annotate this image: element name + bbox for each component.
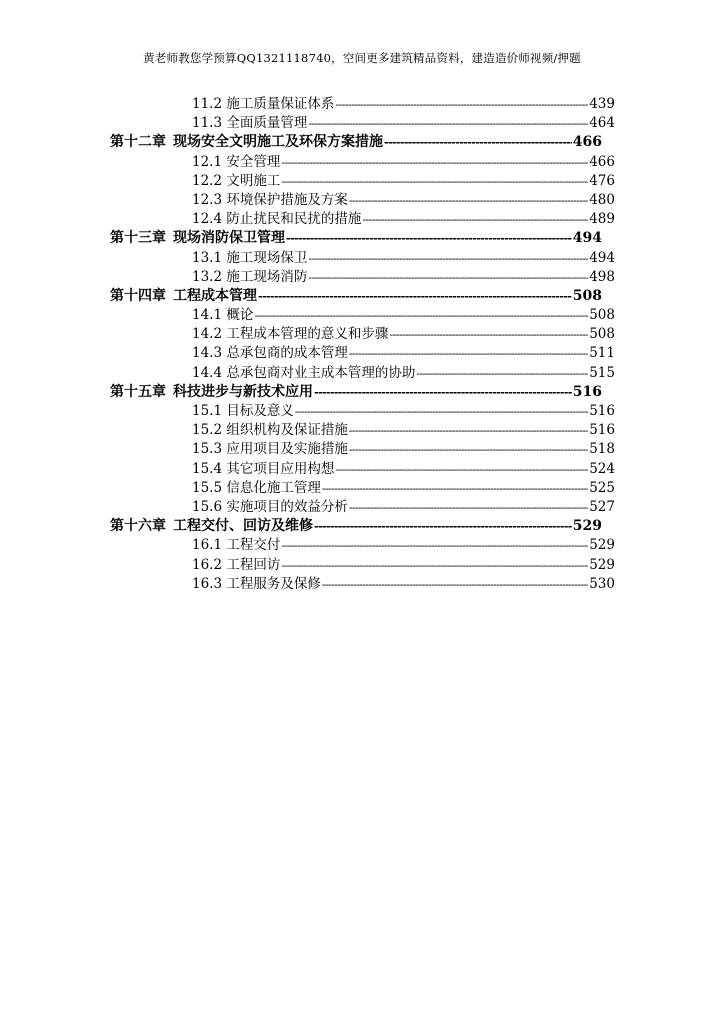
dot-leader xyxy=(416,364,588,383)
entry-title: 12.4 防止扰民和民扰的措施 xyxy=(192,211,362,228)
toc-section-entry xyxy=(192,479,615,498)
entry-title: 14.4 总承包商对业主成本管理的协助 xyxy=(192,364,416,381)
toc-section-entry xyxy=(192,95,615,114)
dot-leader xyxy=(384,133,572,152)
page-number: 464 xyxy=(589,115,615,132)
entry-title: 15.3 应用项目及实施措施 xyxy=(192,441,348,458)
chapter-label: 第十六章 xyxy=(110,518,166,535)
toc-section-entry xyxy=(192,114,615,133)
page-number: 530 xyxy=(589,575,615,592)
dot-leader xyxy=(286,229,572,248)
entry-title: 科技进步与新技术应用 xyxy=(173,383,313,400)
page-number: 494 xyxy=(572,230,602,247)
entry-title: 13.2 施工现场消防 xyxy=(192,268,308,285)
page-number: 518 xyxy=(589,441,615,458)
page-number: 515 xyxy=(589,364,615,381)
entry-title: 14.1 概论 xyxy=(192,307,254,324)
entry-title: 15.4 其它项目应用构想 xyxy=(192,460,335,477)
page-number: 516 xyxy=(572,383,602,400)
page-number: 529 xyxy=(589,537,615,554)
toc-chapter-entry xyxy=(110,229,602,248)
toc-section-entry xyxy=(192,536,615,555)
chapter-label: 第十二章 xyxy=(110,134,166,151)
toc-section-entry xyxy=(192,172,615,191)
page-number: 527 xyxy=(589,498,615,515)
dot-leader xyxy=(362,210,588,229)
toc-section-entry xyxy=(192,460,615,479)
page-number: 516 xyxy=(589,403,615,419)
chapter-label: 第十四章 xyxy=(110,287,166,304)
entry-title: 16.1 工程交付 xyxy=(192,537,281,554)
toc-section-entry xyxy=(192,210,615,229)
toc-section-entry xyxy=(192,268,615,287)
entry-title: 12.2 文明施工 xyxy=(192,172,281,189)
entry-title: 11.3 全面质量管理 xyxy=(192,115,308,132)
toc-section-entry xyxy=(192,249,615,268)
entry-title: 12.3 环境保护措施及方案 xyxy=(192,191,348,208)
page-number: 494 xyxy=(589,249,615,266)
dot-leader xyxy=(335,95,588,114)
dot-leader xyxy=(389,325,588,344)
dot-leader xyxy=(349,421,588,440)
toc-chapter-entry xyxy=(110,517,602,536)
dot-leader xyxy=(281,556,588,575)
page-number: 498 xyxy=(589,268,615,285)
dot-leader xyxy=(314,517,572,536)
toc-section-entry xyxy=(192,498,615,517)
dot-leader xyxy=(295,402,588,421)
toc-section-entry xyxy=(192,364,615,383)
page-number: 466 xyxy=(589,153,615,170)
entry-title: 16.3 工程服务及保修 xyxy=(192,575,321,592)
entry-title: 11.2 施工质量保证体系 xyxy=(192,96,335,112)
toc-section-entry xyxy=(192,402,615,421)
page-number: 489 xyxy=(589,211,615,228)
page-number: 524 xyxy=(589,460,615,477)
page-number: 525 xyxy=(589,479,615,496)
dot-leader xyxy=(254,306,588,325)
entry-title: 工程成本管理 xyxy=(173,287,257,304)
entry-title: 12.1 安全管理 xyxy=(192,153,281,170)
toc-section-entry xyxy=(192,575,615,594)
page-number: 508 xyxy=(589,307,615,324)
dot-leader xyxy=(308,249,588,268)
toc-section-entry xyxy=(192,325,615,344)
dot-leader xyxy=(322,479,588,498)
entry-title: 14.3 总承包商的成本管理 xyxy=(192,345,348,362)
toc-section-entry xyxy=(192,556,615,575)
toc-chapter-entry xyxy=(110,133,602,152)
dot-leader xyxy=(281,536,588,555)
dot-leader xyxy=(349,191,588,210)
page-number: 529 xyxy=(589,556,615,573)
dot-leader xyxy=(349,344,588,363)
chapter-label: 第十三章 xyxy=(110,230,166,247)
entry-title: 现场消防保卫管理 xyxy=(173,230,285,247)
dot-leader xyxy=(308,268,588,287)
toc-section-entry xyxy=(192,153,615,172)
dot-leader xyxy=(349,498,588,517)
dot-leader xyxy=(281,172,588,191)
page-number: 508 xyxy=(589,326,615,343)
entry-title: 13.1 施工现场保卫 xyxy=(192,249,308,266)
toc-section-entry xyxy=(192,306,615,325)
page-number: 516 xyxy=(589,422,615,439)
entry-title: 现场安全文明施工及环保方案措施 xyxy=(173,134,383,151)
toc-section-entry xyxy=(192,421,615,440)
table-of-contents xyxy=(110,95,615,594)
page-number: 466 xyxy=(572,134,602,151)
toc-chapter-entry xyxy=(110,383,602,402)
page-number: 480 xyxy=(589,191,615,208)
dot-leader xyxy=(308,114,588,133)
page-number: 511 xyxy=(589,345,615,362)
page-header: 黄老师教您学预算QQ1321118740，空间更多建筑精品资料，建造造价师视频/押题 xyxy=(143,51,581,65)
dot-leader xyxy=(322,575,588,594)
entry-title: 15.2 组织机构及保证措施 xyxy=(192,422,348,439)
dot-leader xyxy=(349,440,588,459)
dot-leader xyxy=(314,383,572,402)
dot-leader xyxy=(335,460,588,479)
entry-title: 15.5 信息化施工管理 xyxy=(192,479,321,496)
toc-chapter-entry xyxy=(110,287,602,306)
page-number: 508 xyxy=(572,287,602,304)
page-number: 439 xyxy=(589,96,615,112)
entry-title: 15.1 目标及意义 xyxy=(192,403,294,419)
entry-title: 14.2 工程成本管理的意义和步骤 xyxy=(192,326,389,343)
toc-section-entry xyxy=(192,344,615,363)
toc-section-entry xyxy=(192,191,615,210)
entry-title: 15.6 实施项目的效益分析 xyxy=(192,498,348,515)
dot-leader xyxy=(281,153,588,172)
chapter-label: 第十五章 xyxy=(110,383,166,400)
entry-title: 16.2 工程回访 xyxy=(192,556,281,573)
toc-section-entry xyxy=(192,440,615,459)
page-number: 476 xyxy=(589,172,615,189)
page-number: 529 xyxy=(572,518,602,535)
dot-leader xyxy=(258,287,572,306)
entry-title: 工程交付、回访及维修 xyxy=(173,518,313,535)
